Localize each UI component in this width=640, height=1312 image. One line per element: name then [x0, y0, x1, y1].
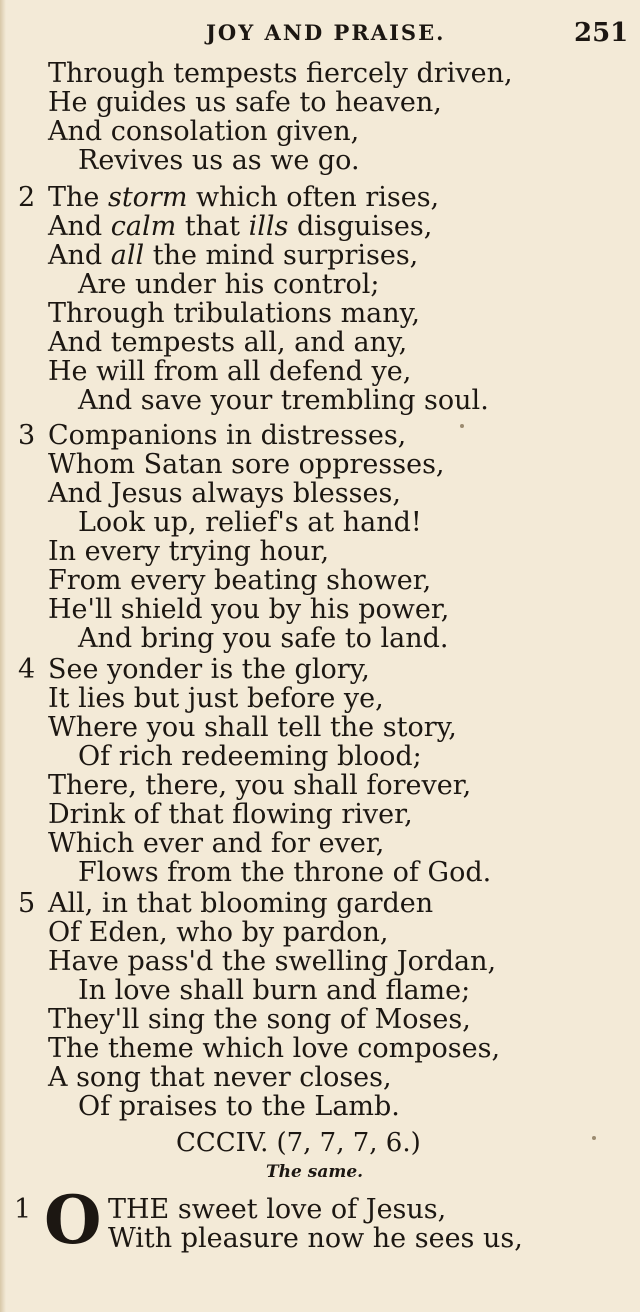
verse-line: There, there, you shall forever,: [48, 770, 472, 801]
page-number: 251: [574, 18, 629, 48]
tune-name: The same.: [266, 1162, 364, 1182]
verse-line: And consolation given,: [48, 116, 360, 147]
verse-line: They'll sing the song of Moses,: [48, 1004, 471, 1035]
text-run: disguises,: [288, 211, 433, 242]
stanza-number: 4: [18, 654, 36, 685]
verse-line: And bring you safe to land.: [78, 623, 449, 654]
verse-line: From every beating shower,: [48, 565, 432, 596]
italic-word: all: [110, 240, 145, 271]
verse-line: He will from all defend ye,: [48, 356, 412, 387]
verse-line: Which ever and for ever,: [48, 828, 385, 859]
verse-line: [48, 242, 418, 270]
text-run: which often rises,: [187, 182, 440, 213]
verse-line: Are under his control;: [78, 269, 380, 300]
verse-line: Drink of that flowing river,: [48, 799, 413, 830]
text-run: And: [48, 240, 111, 271]
verse-line: He'll shield you by his power,: [48, 594, 450, 625]
verse-line: Revives us as we go.: [78, 145, 360, 176]
text-run: that: [176, 211, 249, 242]
verse-line: He guides us safe to heaven,: [48, 87, 442, 118]
italic-word: calm: [110, 211, 177, 242]
verse-line: In love shall burn and flame;: [78, 975, 471, 1006]
verse-line: All, in that blooming garden: [48, 888, 434, 919]
verse-line: And tempests all, and any,: [48, 327, 408, 358]
hymn-meter: (7, 7, 7, 6.): [276, 1128, 421, 1158]
stanza-number: 2: [18, 182, 36, 213]
verse-line: And Jesus always blesses,: [48, 478, 401, 509]
verse-line: Flows from the throne of God.: [78, 857, 492, 888]
verse-line: Look up, relief's at hand!: [78, 507, 422, 538]
text-run: And: [48, 211, 111, 242]
italic-word: ills: [248, 211, 289, 242]
verse-line: Of praises to the Lamb.: [78, 1091, 400, 1122]
verse-line: Of rich redeeming blood;: [78, 741, 422, 772]
verse-line: Where you shall tell the story,: [48, 712, 457, 743]
verse-line: [48, 213, 432, 241]
verse-line: Whom Satan sore oppresses,: [48, 449, 445, 480]
paper-speck: [592, 1136, 596, 1140]
verse-line: The theme which love composes,: [48, 1033, 501, 1064]
text-run: The: [48, 182, 108, 213]
paper-speck: [460, 424, 464, 428]
stanza-number: 5: [18, 888, 36, 919]
page-header: [0, 18, 640, 48]
stanza-number: 3: [18, 420, 36, 451]
verse-line: Through tribulations many,: [48, 298, 420, 329]
verse-line: And save your trembling soul.: [78, 385, 489, 416]
drop-cap: O: [44, 1181, 102, 1259]
verse-line: In every trying hour,: [48, 536, 330, 567]
verse-line: Through tempests fiercely driven,: [48, 58, 513, 89]
text-run: the mind surprises,: [144, 240, 419, 271]
verse-line: It lies but just before ye,: [48, 683, 384, 714]
verse-line: Companions in distresses,: [48, 420, 407, 451]
verse-line: THE sweet love of Jesus,: [108, 1194, 447, 1225]
verse-line: With pleasure now he sees us,: [108, 1223, 523, 1254]
stanza-number: 1: [14, 1194, 32, 1225]
verse-line: Of Eden, who by pardon,: [48, 917, 389, 948]
verse-line: [48, 184, 439, 212]
hymn-number: CCCIV.: [176, 1128, 269, 1158]
italic-word: storm: [107, 182, 188, 213]
verse-line: Have pass'd the swelling Jordan,: [48, 946, 497, 977]
page-gutter-shadow: [0, 0, 6, 1312]
verse-line: See yonder is the glory,: [48, 654, 370, 685]
hymn-heading: [176, 1128, 421, 1158]
verse-line: A song that never closes,: [48, 1062, 392, 1093]
running-title: JOY AND PRAISE.: [206, 20, 446, 45]
